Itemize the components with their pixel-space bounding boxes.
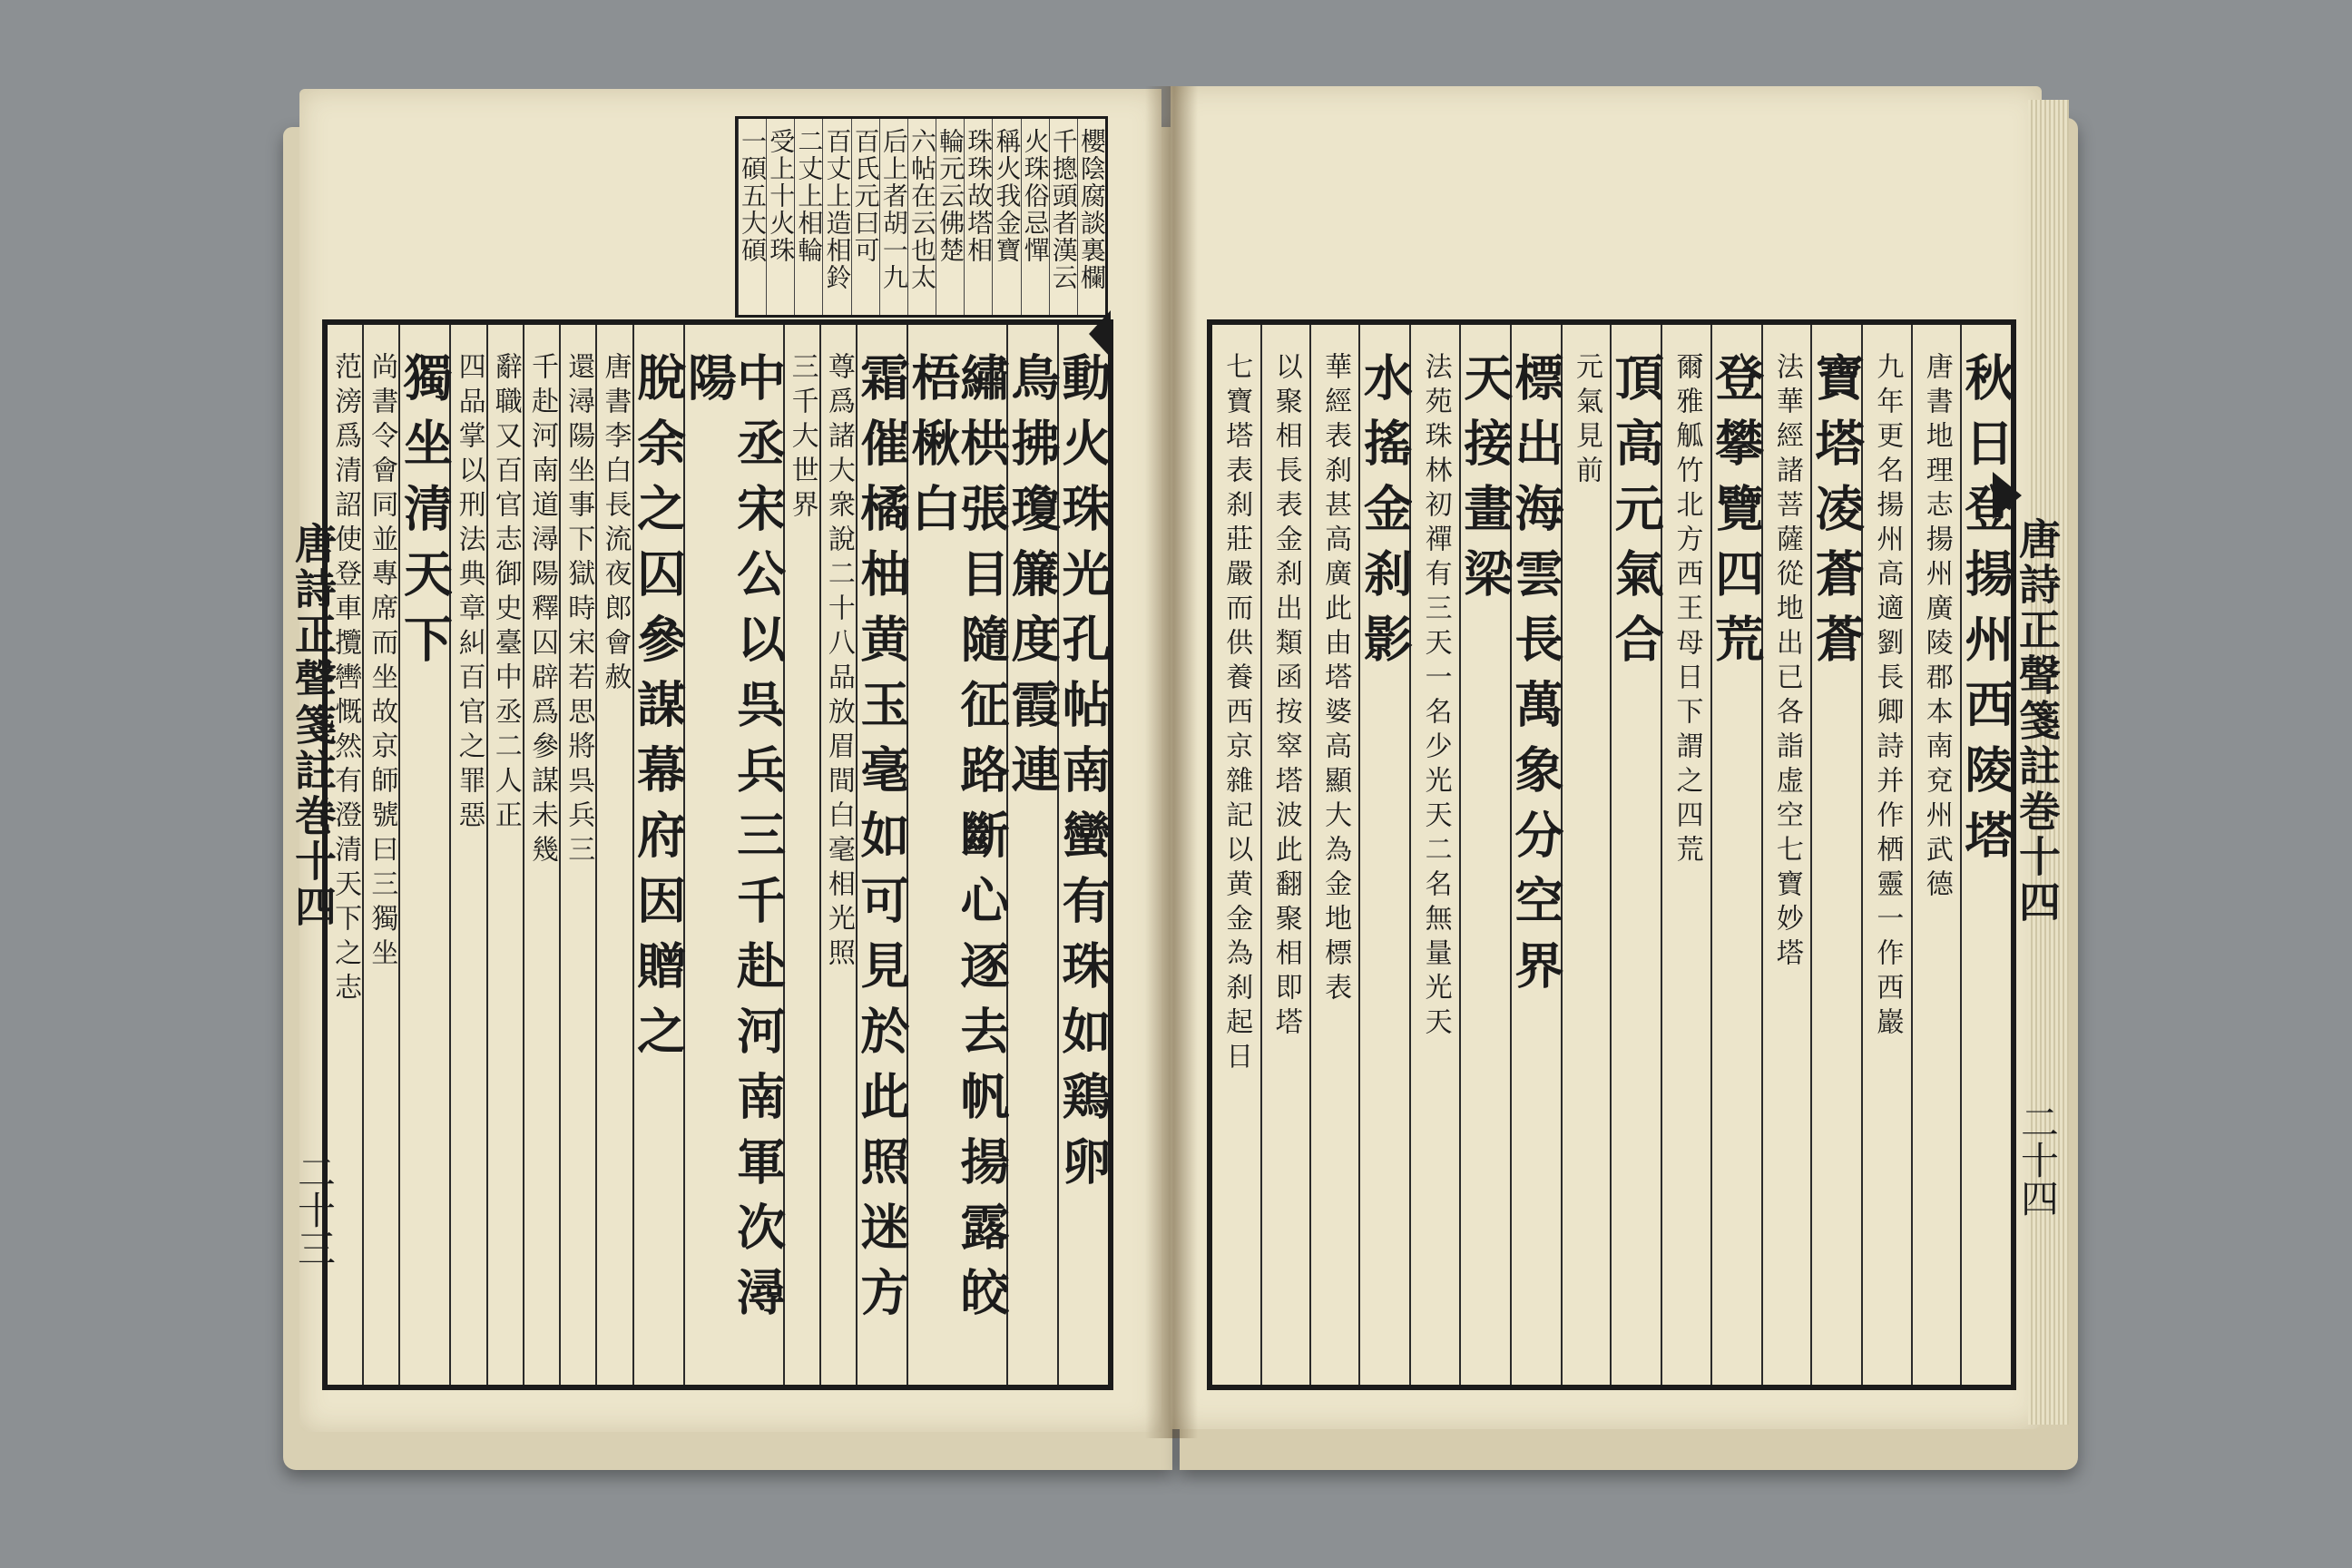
left-column xyxy=(449,325,485,1385)
headnote-column xyxy=(822,119,853,315)
left-column xyxy=(595,325,632,1385)
headnote-column-text: 二丈上相輪 xyxy=(794,128,825,264)
right-column-text: 秋日登揚州西陵塔 xyxy=(1957,352,2015,875)
right-column xyxy=(1455,325,1514,1385)
right-column xyxy=(1561,325,1610,1385)
left-column-text: 三千大世界 xyxy=(786,352,818,524)
right-column-text: 以聚相長表金刹出類函按窣塔波此翻聚相即塔 xyxy=(1269,352,1302,1042)
left-column-text: 鳥拂瓊簾度霞連 xyxy=(1004,352,1062,809)
left-column xyxy=(396,325,455,1385)
right-column-text: 頂高元氣合 xyxy=(1607,352,1666,679)
left-column-text: 霜催橘柚黄玉毫如可見於此照迷方 xyxy=(853,352,911,1332)
right-column xyxy=(1356,325,1415,1385)
headnote-column-text: 千摠頭者漢云 xyxy=(1048,128,1079,291)
headnote-column xyxy=(851,119,879,315)
headnote-column xyxy=(964,119,995,315)
right-columns xyxy=(1212,325,2015,1385)
headnote-column xyxy=(738,119,769,315)
right-column-text: 法華經諸菩薩從地出已各詣虚空七寶妙塔 xyxy=(1770,352,1803,973)
left-column xyxy=(1004,325,1062,1385)
left-column xyxy=(853,325,911,1385)
headnote-column xyxy=(992,119,1023,315)
left-column xyxy=(904,325,1011,1385)
right-column-text: 登攀覽四荒 xyxy=(1707,352,1766,679)
left-column-text: 尊爲諸大衆說二十八品放眉間白毫相光照 xyxy=(822,352,855,973)
right-text-frame xyxy=(1207,319,2016,1390)
left-column-text: 辭職又百官志御史臺中丞二人正 xyxy=(489,352,522,835)
fishtail-mark-right xyxy=(1993,472,2022,519)
left-column-text: 千赴河南道潯陽釋囚辟爲參謀未幾 xyxy=(526,352,559,869)
left-column xyxy=(1054,325,1112,1385)
left-columns xyxy=(328,325,1112,1385)
headnote-column-text: 受上十火珠 xyxy=(766,128,797,264)
right-column-text: 寶塔凌蒼蒼 xyxy=(1808,352,1867,679)
right-column-text: 天接畫梁 xyxy=(1455,352,1514,613)
headnote-column xyxy=(1077,119,1105,315)
left-column-text: 范滂爲清詔使登車攬轡慨然有澄清天下之志 xyxy=(329,352,362,1007)
right-column xyxy=(1212,325,1259,1385)
right-column-text: 水搖金刹影 xyxy=(1356,352,1415,679)
headnote-column xyxy=(766,119,797,315)
right-column xyxy=(1260,325,1309,1385)
right-column xyxy=(1861,325,1910,1385)
left-column-text: 動火珠光孔帖南蠻有珠如鶏卵 xyxy=(1054,352,1112,1201)
right-column-text: 七寶塔表刹莊嚴而供養西京雜記以黄金為刹起日 xyxy=(1220,352,1253,1076)
right-running-head: 唐詩正聲箋註巻十四 xyxy=(2013,517,2062,926)
headnote-column xyxy=(1049,119,1077,315)
left-column-text: 還潯陽坐事下獄時宋若思將呉兵三 xyxy=(563,352,595,869)
left-column-text: 唐書李白長流夜郎會赦 xyxy=(599,352,632,697)
book-gutter xyxy=(1145,86,1198,1438)
right-folio: 二十四 xyxy=(2015,1102,2060,1217)
left-column xyxy=(486,325,523,1385)
left-column xyxy=(559,325,595,1385)
right-column-text: 法苑珠林初禪有三天一名少光天二名無量光天 xyxy=(1419,352,1452,1042)
headnote-column-text: 六帖在云也太 xyxy=(906,128,937,291)
headnote-column xyxy=(907,119,936,315)
headnote-column-text: 珠珠故塔相 xyxy=(964,128,995,264)
right-column xyxy=(1661,325,1710,1385)
right-column-text: 華經表刹甚高廣此由塔婆高顯大為金地標表 xyxy=(1319,352,1352,1007)
right-column xyxy=(1309,325,1358,1385)
headnote-column xyxy=(1021,119,1049,315)
headnote-column-text: 后上者胡一九 xyxy=(878,128,909,291)
headnote-column-text: 百氏元曰可 xyxy=(850,128,881,264)
left-column-text: 脫余之囚參謀幕府因贈之 xyxy=(629,352,688,1071)
right-column xyxy=(1808,325,1867,1385)
right-column-text: 唐書地理志揚州廣陵郡本南兗州武德 xyxy=(1920,352,1953,904)
left-column xyxy=(629,325,688,1385)
headnote-columns xyxy=(738,119,1105,315)
left-column xyxy=(523,325,559,1385)
right-column-text: 爾雅觚竹北方西王母日下謂之四荒 xyxy=(1671,352,1703,869)
left-column-text: 中丞宋公以呉兵三千赴河南軍次潯陽 xyxy=(680,352,788,1332)
right-column xyxy=(1607,325,1666,1385)
right-column xyxy=(1911,325,1960,1385)
headnote-column-text: 百丈上造相鈴 xyxy=(822,128,853,291)
right-column-text: 元氣見前 xyxy=(1571,352,1603,490)
left-column-text: 尚書令會同並專席而坐故京師號曰三獨坐 xyxy=(366,352,398,973)
headnote-box xyxy=(735,116,1108,318)
fishtail-mark-left xyxy=(1089,310,1111,358)
left-column-text: 四品掌以刑法典章糾百官之罪惡 xyxy=(453,352,485,835)
headnote-column xyxy=(879,119,907,315)
left-running-head: 唐詩正聲箋註巻十四 xyxy=(289,522,338,930)
headnote-column-text: 稱火我金寶 xyxy=(992,128,1023,264)
left-text-frame xyxy=(322,319,1113,1390)
left-column-text: 繡栱張目隨征路斷心逐去帆揚露皎梧楸白 xyxy=(904,352,1011,1332)
left-column-text: 獨坐清天下 xyxy=(396,352,455,679)
headnote-column-text: 一碩五大碩 xyxy=(738,128,769,264)
left-column xyxy=(680,325,788,1385)
left-column xyxy=(819,325,856,1385)
left-column xyxy=(783,325,819,1385)
left-column xyxy=(362,325,398,1385)
right-column xyxy=(1707,325,1766,1385)
headnote-column-text: 火珠俗忌憚 xyxy=(1020,128,1051,264)
right-column xyxy=(1761,325,1810,1385)
headnote-column-text: 輪元云佛楚 xyxy=(936,128,966,264)
headnote-column xyxy=(794,119,825,315)
right-column-text: 九年更名揚州高適劉長卿詩并作栖靈一作西巖 xyxy=(1871,352,1904,1042)
headnote-column xyxy=(936,119,964,315)
right-column-text: 標出海雲長萬象分空界 xyxy=(1506,352,1565,1005)
headnote-column-text: 櫻陰腐談裏欄 xyxy=(1076,128,1107,291)
right-column xyxy=(1409,325,1458,1385)
left-folio: 二十三 xyxy=(292,1152,337,1267)
right-column xyxy=(1506,325,1565,1385)
